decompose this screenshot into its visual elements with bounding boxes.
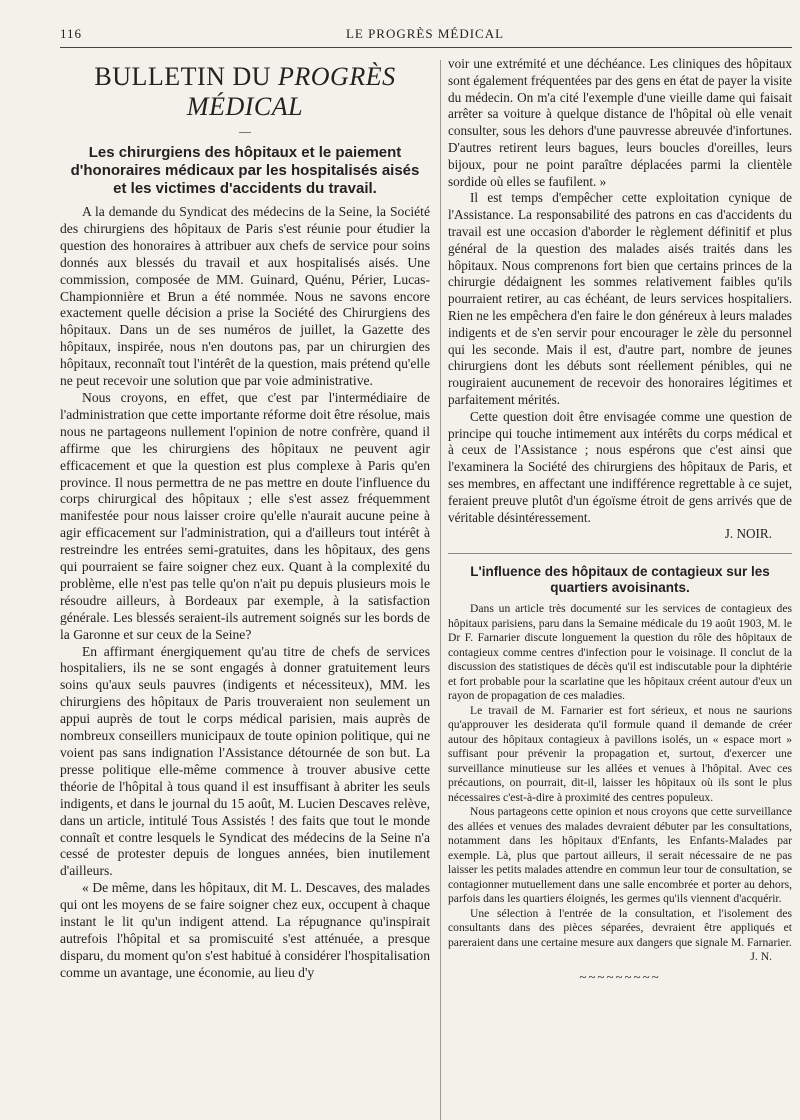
paragraph: Une sélection à l'entrée de la consultation, et l'isolement des consultants dans des pièces séparées, devraient être appliqués et pareraient dans une certaine mesure aux dangers que signale M. Farnarier. [448, 906, 792, 949]
right-column [448, 56, 792, 985]
ornament: ~~~~~~~~~ [579, 968, 661, 984]
article2-body [448, 602, 792, 965]
signature: J. NOIR. [724, 526, 772, 542]
column-divider [440, 60, 441, 1120]
paragraph: Il est temps d'empêcher cette exploitation cynique de l'Assistance. La responsabilité des patrons en cas d'accidents du travail est une occasion d'aborder le règlement définitif et plus général de la question des malades aisés traités dans les hôpitaux. Nous comprenons fort bien que certains princes de la chirurgie dédaignent les sommes relativement faibles qu'ils pourraient retirer, au cas échéant, de leurs services hospitaliers. Rien ne les empêchera d'en faire le don généreux à leurs malades indigents et de s'en servir pour encourager le zèle du personnel qui les seconde. Mais il est, d'autre part, nombre de jeunes chirurgiens dont les débuts sont réellement pénibles, qui ne rougiraient aucunement de recevoir des honoraires légitimes et parfaitement mérités. [448, 190, 792, 407]
section-separator [448, 553, 792, 554]
paragraph: « De même, dans les hôpitaux, dit M. L. Descaves, des malades qui ont les moyens de se faire soigner chez eux, occupent à chaque instant le lit qu'un indigent attend. La répugnance qu'inspirait autrefois l'hôpital et sa promiscuité s'est atténuée, a presque disparu, du moment qu'on s'est habitué à considérer l'hospitalisation comme un avantage, une économie, au lieu d'y [60, 880, 430, 980]
paragraph: Dans un article très documenté sur les services de contagieux des hôpitaux parisiens, paru dans la Semaine médicale du 19 août 1903, M. le Dr F. Farnarier discute longuement la question du rôle des hôpitaux de contagieux comme centres d'infection pour le voisinage. Il conclut de la discussion des statistiques de décès qu'il est indiscutable pour la diphtérie et fort probable pour la scarlatine que les hôpitaux créent autour d'eux un rayon de propagation de ces maladies. [448, 602, 792, 703]
running-header [60, 26, 790, 46]
paragraph: Nous partageons cette opinion et nous croyons que cette surveillance des allées et venues des malades devraient débuter par les consultations, notamment dans les hôpitaux d'Enfants, les Enfants-Malades par exemple. Là, plus que partout ailleurs, il serait nécessaire de ne pas laisser les petits malades attendre en commun leur tour de consultation, se contagionner mutuellement dans une salle encombrée et porter au dehors, parfois dans les quartiers éloignés, les germes qu'ils viennent d'acquérir. [448, 805, 792, 906]
paragraph: Nous croyons, en effet, que c'est par l'intermédiaire de l'administration que cette importante réforme doit être résolue, mais nous ne partageons nullement l'opinion de notre confrère, quand il affirme que les chirurgiens des hôpitaux ne peuvent agir efficacement et que la question est plus complexe à Paris qu'en province. Il nous permettra de ne pas mettre en doute l'influence du corps chirurgical des hôpitaux ; elle s'est assez fréquemment manifestée pour nous laisser croire qu'elle n'aurait aucune peine à agir efficacement sur l'administration, qui a d'ailleurs tout intérêt à restreindre les entrées semi-gratuites, dans les hôpitaux, des gens qui pourraient se faire soigner chez eux. Quant à la complexité du problème, elle n'est pas telle qu'on n'ait pu depuis plusieurs mois le résoudre ailleurs, à Bordeaux par exemple, à la satisfaction générale. Les blessés seraient-ils autrement soignés sur les bords de la Garonne et sur ceux de la Seine? [60, 389, 430, 642]
page-number: 116 [60, 26, 83, 41]
paragraph-continued: voir une extrémité et une déchéance. Les cliniques des hôpitaux sont également fréquentées par des gens en état de payer la visite du médecin. On m'a cité l'exemple d'une vieille dame qui faisait arrêter sa voiture à quelque distance de l'hôpital où elle venait consulter, sous les dehors d'une pauvresse abreuvée d'infortunes. D'autres retirent leurs bagues, leurs boucles d'oreilles, leurs bijoux, pour ne point paraître déplacées parmi la clientèle sordide où elles se faufilent. » [448, 56, 792, 189]
article2-signature: J. N. [750, 950, 772, 964]
left-column [60, 56, 430, 982]
paragraph: A la demande du Syndicat des médecins de la Seine, la Société des chirurgiens des hôpitaux de Paris s'est réunie pour étudier la question des honoraires à attribuer aux chefs de service pour soins donnés aux blessés du travail et aux hospitalisés aisés. Une commission, composée de MM. Guinard, Quénu, Périer, Lucas-Championnière et Brun a été nommée. Nous ne savons encore exactement quelle décision a prise la Société des Chirurgiens des hôpitaux. Dans un de ses numéros de juillet, la Gazette des hôpitaux, inspirée, nous n'en doutons pas, par un chirurgien des hôpitaux, reconnaît tout l'intérêt de la question, mais prétend qu'elle ne peut recevoir une solution que par voie administrative. [60, 204, 430, 389]
article2-title: L'influence des hôpitaux de contagieux sur les quartiers avoisinants. [470, 564, 770, 596]
paragraph: Cette question doit être envisagée comme une question de principe qui touche intimement aux intérêts du corps médical et à ceux de l'Assistance ; nous espérons que c'est ainsi que l'examinera la Société des chirurgiens des hôpitaux de Paris, et ses membres, en affectant une indifférence regrettable à ce sujet, feraient preuve plutôt d'un égoïsme étroit de gens arrivés que de véritable désintéressement. [448, 408, 792, 525]
bulletin-title-italic: PROGRÈS MÉDICAL [186, 62, 396, 121]
journal-title: LE PROGRÈS MÉDICAL [345, 26, 505, 41]
bulletin-title-prefix: BULLETIN DU [94, 62, 272, 91]
bulletin-title [60, 62, 430, 122]
title-dash: — [239, 124, 251, 138]
paragraph: Le travail de M. Farnarier est fort sérieux, et nous ne saurions qu'approuver les desiderata qu'il formule quand il demande de créer autour des hôpitaux contagieux à pavillons isolés, un « espace mort » suffisant pour prévenir la propagation et, surtout, d'exercer une surveillance minutieuse sur les allées et venues à l'hôpital. Avec ces précautions, on pourrait, dit-il, laisser les hôpitaux où ils sont le plus nécessaires c'est-à-dire à proximité des centres populeux. [448, 703, 792, 804]
article-subtitle: Les chirurgiens des hôpitaux et le paiement d'honoraires médicaux par les hospitalisés aisés et les victimes d'accidents du travail. [70, 144, 420, 197]
header-rule [60, 47, 792, 48]
paragraph: En affirmant énergiquement qu'au titre de chefs de services hospitaliers, ils ne se sont engagés à donner gratuitement leurs soins qu'aux seuls pauvres (indigents et nécessiteux), MM. les chirurgiens des hôpitaux de Paris trouveraient non seulement un appui auprès de tout le corps médical parisien, mais auprès de nombreux conseillers municipaux de toute opinion politique, qui ne voient pas sans indignation l'Assistance détournée de son but. La presse politique elle-même commence à trouver abusive cette théorie de l'hôpital à tous quand il est insuffisant à abriter les seuls indigents, et dans le journal du 15 août, M. Lucien Descaves relève, dans un article, intitulé Tous Assistés ! des faits que tout le monde connaît et contre lesquels le Syndicat des médecins de la Seine n'a cessé de protester depuis de longues années, bien inutilement d'ailleurs. [60, 643, 430, 879]
